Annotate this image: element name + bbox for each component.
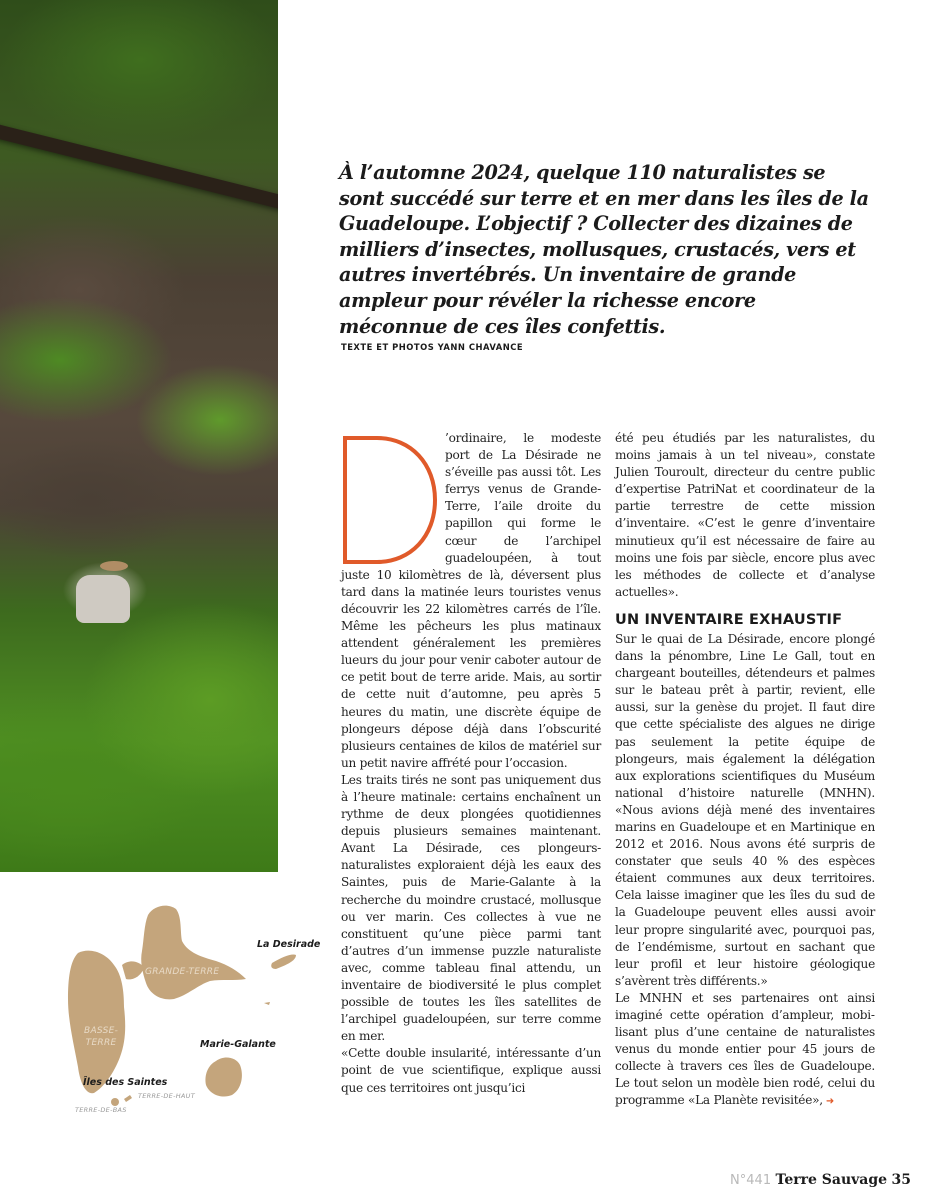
section-subheading: UN INVENTAIRE EXHAUSTIF	[615, 611, 843, 628]
article-intro: À l’automne 2024, quelque 110 naturalistes se sont succédé sur terre et en mer dans les îles de la Guadeloupe. L’objectif ? Collecter des dizaines de milliers d’insectes, mollusques, crustacés, vers et autres invertébrés. Un inventaire de grande ampleur pour révéler la richesse encore méconnue de ces îles confettis.	[339, 161, 869, 338]
island-terre-de-bas	[111, 1098, 119, 1106]
photo-person	[76, 575, 130, 623]
map-label-terre-de-haut: TERRE-DE-HAUT	[138, 1092, 195, 1100]
page-number: 35	[891, 1172, 911, 1188]
island-isthmus	[122, 961, 144, 979]
island-terre-de-haut	[124, 1095, 132, 1102]
map-shapes	[50, 895, 320, 1125]
magazine-name: Terre Sauvage	[775, 1172, 888, 1188]
paragraph: été peu étudiés par les naturalistes, du moins jamais à un tel niveau», constate Julien Touroult, directeur du centre public d’expertise PatriNat et coordinateur de la partie terrestre de cette mission d’inventaire. «C’est le genre d’inventaire minutieux qu’il est nécessaire de faire au moins une fois par siècle, encore plus avec les méthodes de collecte et d’analyse actuelles».	[615, 431, 875, 599]
map-label-basse-terre: BASSE- TERRE	[84, 1026, 119, 1048]
dropcap-d-shape	[341, 434, 439, 566]
article-column-2	[615, 430, 875, 1111]
article-column-1	[341, 430, 601, 1097]
paragraph: ’ordinaire, le modeste port de La Désirade ne s’éveille pas aussi tôt. Les ferrys venus de Grande-Terre, l’aile droite du papillon qui forme le cœur de l’archipel guadeloupéen, à tout juste 10 kilomètres de là, déversent plus tard dans la matinée leurs touristes venus découvrir les 22 kilomètres carrés de l’île. Même les pêcheurs les plus matinaux attendent généralement les premières lueurs du jour pour venir caboter autour de ce petit bout de terre aride. Mais, au sortir de cette nuit d’automne, peu après 5 heures du matin, une discrète équipe de plongeurs dépose déjà dans l’obscurité plusieurs centaines de kilos de matériel sur un petit navire affrété pour l’occasion.	[341, 431, 601, 770]
paragraph: Les traits tirés ne sont pas uniquement dus à l’heure matinale: certains enchaînent un rythme de deux plongées quotidiennes depuis plusieurs semaines maintenant. Avant La Désirade, ces plongeurs-naturalistes exploraient déjà les eaux des Saintes, puis de Marie-Galante à la recherche du moindre crustacé, mollusque ou ver marin. Ces collectes à vue ne constituent qu’une pièce parmi tant d’autres d’un immense puzzle naturaliste avec, comme tableau final attendu, un inventaire de biodiversité le plus complet possible de toutes les îles satellites de l’archipel guadeloupéen, sur terre comme en mer.	[341, 772, 601, 1044]
paragraph: «Cette double insularité, intéressante d’un point de vue scientifique, explique aussi que ces territoires ont jusqu’ici	[341, 1046, 601, 1095]
map-label-grande-terre: GRANDE-TERRE	[145, 967, 220, 977]
guadeloupe-map	[50, 895, 320, 1125]
paragraph	[615, 990, 875, 1111]
photo-person-hat	[100, 561, 128, 571]
island-petite-terre	[264, 1002, 270, 1005]
photo-branch	[0, 120, 278, 216]
island-la-desirade	[271, 954, 296, 969]
issue-number: N°441	[730, 1173, 772, 1188]
byline: TEXTE ET PHOTOS YANN CHAVANCE	[341, 342, 524, 352]
paragraph-text: Le MNHN et ses partenaires ont ainsi imaginé cette opération d’ampleur, mobilisant plus d’une centaine de naturalistes venus du monde entier pour 45 jours de collecte à travers ces îles de Guadeloupe. Le tout selon un modèle bien rodé, celui du programme «La Planète revisitée»,	[615, 990, 875, 1108]
island-grande-terre	[141, 906, 246, 1000]
map-label-marie-galante: Marie-Galante	[200, 1039, 276, 1050]
island-basse-terre	[68, 951, 125, 1094]
feature-photo	[0, 0, 278, 872]
continue-arrow-icon: ➜	[825, 1096, 835, 1108]
page-folio	[730, 1172, 911, 1188]
paragraph: Sur le quai de La Désirade, encore plongé dans la pénombre, Line Le Gall, tout en chargeant bouteilles, détendeurs et palmes sur le bateau prêt à partir, revient, elle aussi, sur la genèse du projet. Il faut dire que cette spécialiste des algues ne dirige pas seulement la petite équipe de plongeurs, mais également la délégation aux explorations scientifiques du Muséum national d’histoire naturelle (MNHN). «Nous avions déjà mené des inventaires marins en Guadeloupe et en Martinique en 2012 et 2016. Nous avons été surpris de constater que seuls 40 % des espèces étaient communes aux deux territoires. Cela laisse imaginer que les îles du sud de la Guadeloupe peuvent elles aussi avoir leur propre singularité avec, pourquoi pas, de l’endémisme, surtout en sachant que leur profil et leur histoire géologique s’avèrent très différents.»	[615, 631, 875, 988]
dropcap-letter-d	[341, 434, 439, 566]
island-marie-galante	[205, 1058, 241, 1097]
map-label-iles-des-saintes: Îles des Saintes	[83, 1077, 168, 1088]
map-label-la-desirade: La Desirade	[257, 939, 321, 950]
map-label-terre-de-bas: TERRE-DE-BAS	[75, 1106, 127, 1114]
